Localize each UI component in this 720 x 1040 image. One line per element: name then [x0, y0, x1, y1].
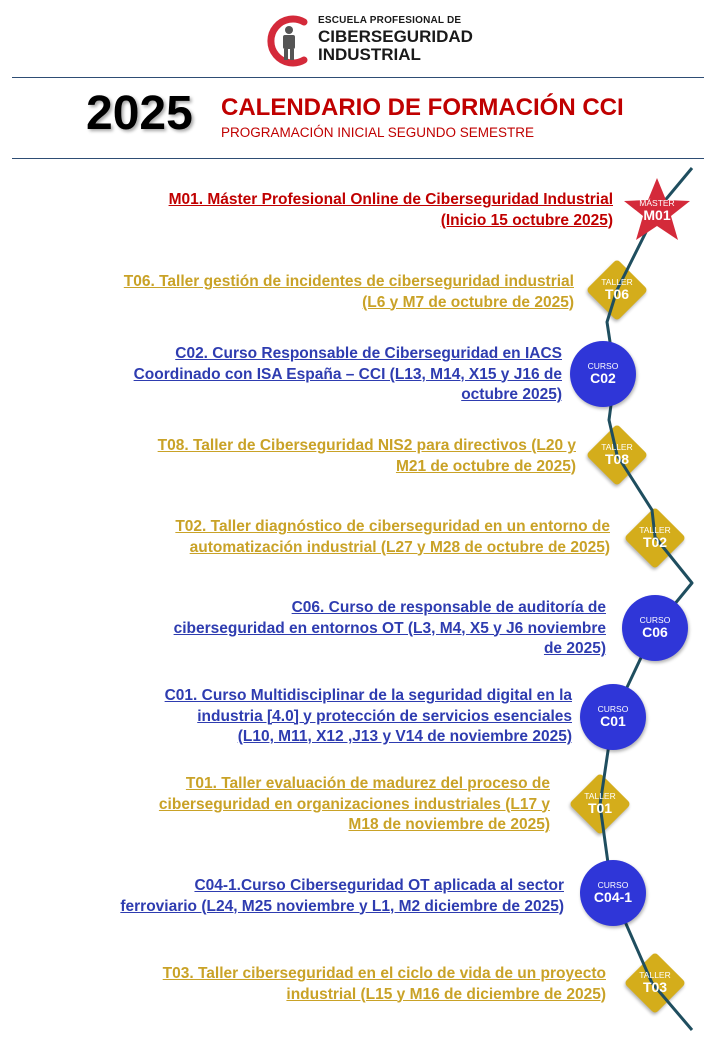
event-line: T01. Taller evaluación de madurez del proceso de [185, 775, 550, 792]
event-line: industrial (L15 y M16 de diciembre de 2025) [286, 985, 606, 1003]
marker-code: C02 [590, 370, 616, 387]
logo-line-3: INDUSTRIAL [318, 45, 421, 64]
master-star-marker[interactable] [622, 176, 692, 246]
event-line: ciberseguridad en organizaciones industriales (L17 y [158, 795, 550, 813]
event-line: C02. Curso Responsable de Ciberseguridad en IACS [175, 345, 562, 362]
marker-category: CURSO [587, 360, 619, 371]
event-t01-text[interactable] [40, 774, 550, 836]
event-line: ciberseguridad en entornos OT (L3, M4, X5 y J6 noviembre [173, 619, 606, 637]
event-t02-text[interactable] [40, 517, 610, 558]
event-line: (L6 y M7 de octubre de 2025) [362, 293, 574, 311]
marker-code: T02 [642, 534, 668, 551]
taller-diamond-marker[interactable] [584, 422, 650, 488]
marker-category: TALLER [639, 524, 671, 535]
event-c04-1-text[interactable] [40, 876, 564, 917]
event-line: Coordinado con ISA España – CCI (L13, M14, X15 y J16 de [133, 365, 562, 383]
taller-diamond-marker[interactable] [584, 257, 650, 323]
event-line: T03. Taller ciberseguridad en el ciclo de vida de un proyecto [162, 965, 606, 982]
curso-circle-marker[interactable] [570, 341, 636, 407]
event-line: octubre 2025) [461, 386, 562, 403]
event-line: T02. Taller diagnóstico de ciberseguridad en un entorno de [175, 518, 610, 535]
logo-line-2: CIBERSEGURIDAD [318, 27, 473, 46]
event-t03-text[interactable] [40, 964, 606, 1005]
curso-circle-marker[interactable] [580, 684, 646, 750]
marker-category: TALLER [601, 276, 633, 287]
event-m01-text[interactable] [80, 190, 613, 231]
marker-code: T06 [604, 286, 630, 303]
event-line: M01. Máster Profesional Online de Ciberseguridad Industrial [168, 191, 613, 208]
logo-line-1: ESCUELA PROFESIONAL DE [318, 15, 462, 26]
taller-diamond-marker[interactable] [622, 505, 688, 571]
event-c01-text[interactable] [40, 686, 572, 748]
event-line: T06. Taller gestión de incidentes de ciberseguridad industrial [123, 273, 574, 290]
event-c02-text[interactable] [40, 344, 562, 406]
event-line: (Inicio 15 octubre 2025) [440, 211, 613, 229]
event-line: C01. Curso Multidisciplinar de la seguridad digital en la [164, 687, 572, 704]
event-line: industria [4.0] y protección de servicios esenciales [197, 707, 572, 725]
event-c06-text[interactable] [40, 598, 606, 660]
marker-code: T03 [642, 979, 668, 996]
event-line: de 2025) [543, 640, 606, 657]
marker-code: C01 [600, 713, 626, 730]
marker-category: CURSO [639, 614, 671, 625]
marker-code: T08 [604, 451, 630, 468]
curso-circle-marker[interactable] [622, 595, 688, 661]
marker-category: MÁSTER [639, 197, 675, 208]
marker-code: C04-1 [593, 889, 633, 906]
page-title: CALENDARIO DE FORMACIÓN CCI [221, 94, 624, 121]
event-line: C06. Curso de responsable de auditoría de [291, 599, 606, 616]
event-line: ferroviario (L24, M25 noviembre y L1, M2 diciembre de 2025) [120, 897, 564, 915]
marker-category: TALLER [584, 790, 616, 801]
curso-circle-marker[interactable] [580, 860, 646, 926]
marker-code: C06 [642, 624, 668, 641]
marker-category: CURSO [597, 879, 629, 890]
marker-category: TALLER [639, 969, 671, 980]
taller-diamond-marker[interactable] [622, 950, 688, 1016]
event-t08-text[interactable] [40, 436, 576, 477]
marker-category: TALLER [601, 441, 633, 452]
taller-diamond-marker[interactable] [567, 771, 633, 837]
event-line: (L10, M11, X12 ,J13 y V14 de noviembre 2025) [237, 728, 572, 745]
event-line: automatización industrial (L27 y M28 de octubre de 2025) [189, 538, 610, 556]
event-line: M18 de noviembre de 2025) [348, 816, 550, 833]
event-line: T08. Taller de Ciberseguridad NIS2 para directivos (L20 y [157, 437, 576, 454]
event-t06-text[interactable] [40, 272, 574, 313]
header-year: 2025 [86, 87, 193, 140]
page-subtitle: PROGRAMACIÓN INICIAL SEGUNDO SEMESTRE [221, 125, 535, 140]
marker-code: T01 [587, 800, 613, 817]
event-line: C04-1.Curso Ciberseguridad OT aplicada al sector [194, 877, 564, 894]
marker-code: M01 [643, 207, 671, 224]
event-line: M21 de octubre de 2025) [395, 457, 576, 475]
marker-category: CURSO [597, 703, 629, 714]
